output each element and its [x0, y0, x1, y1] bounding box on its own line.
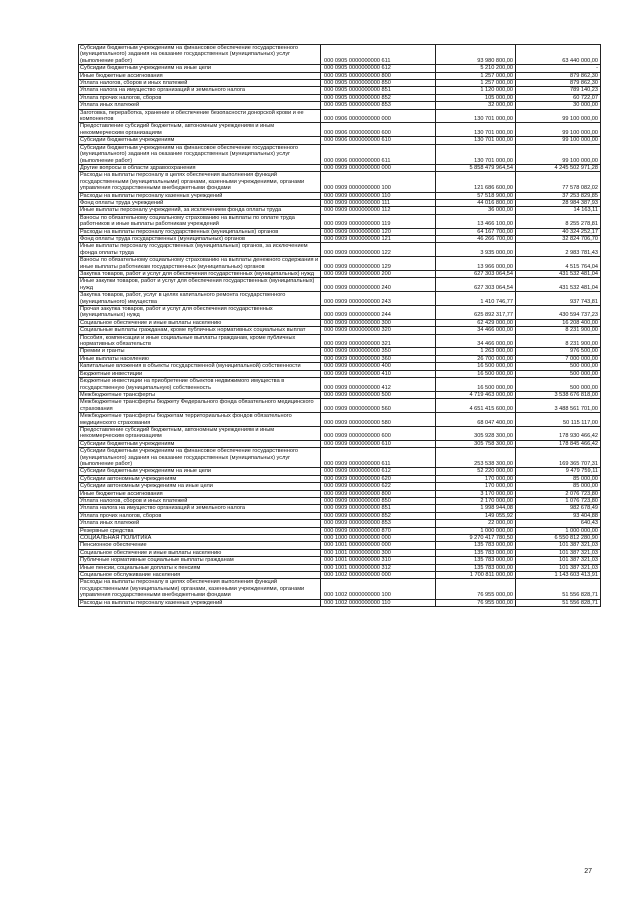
table-row	[79, 535, 601, 542]
row-code-cell: 000 0909 0000000000 851	[321, 505, 436, 512]
row-plan-cell: 1 410 746,77	[436, 292, 516, 306]
row-name-cell: Иные закупки товаров, работ и услуг для обеспечения государственных (муниципальных) нужд	[79, 278, 321, 292]
table-row	[79, 278, 601, 292]
row-exec-cell: 99 100 000,00	[516, 109, 601, 123]
row-name-cell: Межбюджетные трансферты бюджетам территориальных фондов обязательного медицинского страхования	[79, 413, 321, 427]
row-plan-cell: 1 998 944,08	[436, 505, 516, 512]
table-row	[79, 65, 601, 72]
row-name-cell: Бюджетные инвестиции на приобретение объектов недвижимого имущества в государственную (муниципальную) собственность	[79, 378, 321, 392]
row-name-cell: Иные пенсии, социальные доплаты к пенсиям	[79, 564, 321, 571]
row-exec-cell: 8 255 278,81	[516, 214, 601, 228]
table-row	[79, 137, 601, 144]
row-name-cell: Уплата иных платежей	[79, 102, 321, 109]
row-code-cell: 000 0909 0000000000 200	[321, 271, 436, 278]
row-code-cell: 000 0905 0000000000 852	[321, 94, 436, 101]
row-plan-cell: 135 783 000,00	[436, 549, 516, 556]
row-exec-cell: 2 076 723,80	[516, 490, 601, 497]
row-name-cell: Субсидии бюджетным учреждениям на финансовое обеспечение государственного (муниципального) задания на оказание государственных (муниципальных) услуг (выполнение работ)	[79, 448, 321, 468]
row-exec-cell: 4 245 502 971,28	[516, 164, 601, 171]
table-row	[79, 80, 601, 87]
row-exec-cell: 99 100 000,00	[516, 144, 601, 164]
row-name-cell: Субсидии бюджетным учреждениям на иные цели	[79, 65, 321, 72]
row-exec-cell: 16 208 400,00	[516, 319, 601, 326]
row-name-cell: Бюджетные инвестиции	[79, 370, 321, 377]
row-plan-cell: 93 980 800,00	[436, 45, 516, 65]
row-code-cell: 000 0909 0000000000 110	[321, 192, 436, 199]
row-exec-cell: 51 556 828,71	[516, 579, 601, 599]
row-code-cell: 000 0909 0000000000 000	[321, 164, 436, 171]
row-plan-cell: 1 000 000,00	[436, 527, 516, 534]
table-row	[79, 599, 601, 606]
row-plan-cell: 2 170 000,00	[436, 498, 516, 505]
row-plan-cell: 4 719 463 000,00	[436, 391, 516, 398]
row-plan-cell: 130 701 000,00	[436, 144, 516, 164]
row-plan-cell: 52 220 000,00	[436, 468, 516, 475]
row-exec-cell: 500 000,00	[516, 370, 601, 377]
row-plan-cell: 26 700 000,00	[436, 355, 516, 362]
row-plan-cell: 253 538 300,00	[436, 448, 516, 468]
table-row	[79, 579, 601, 599]
row-name-cell: Взносы по обязательному социальному страхованию на выплаты денежного содержания и иные выплаты работникам государственных (муниципальных) органов	[79, 257, 321, 271]
table-row	[79, 306, 601, 320]
row-exec-cell: 1 076 723,80	[516, 498, 601, 505]
row-exec-cell: 2 983 781,43	[516, 243, 601, 257]
table-row	[79, 243, 601, 257]
table-row	[79, 557, 601, 564]
row-name-cell: Расходы на выплаты персоналу государственных (муниципальных) органов	[79, 228, 321, 235]
row-code-cell: 000 1002 0000000000 000	[321, 572, 436, 579]
table-row	[79, 164, 601, 171]
row-exec-cell: 982 678,49	[516, 505, 601, 512]
table-row	[79, 426, 601, 440]
row-exec-cell: 7 000 000,00	[516, 355, 601, 362]
row-exec-cell: 169 365 707,31	[516, 448, 601, 468]
row-name-cell: Расходы на выплаты персоналу в целях обеспечения выполнения функций государственными (муниципальными) органами, казенными учреждениями, органами управления государственными внебюджетными фондами	[79, 172, 321, 192]
row-plan-cell: 1 257 000,00	[436, 80, 516, 87]
row-name-cell: Фонд оплаты труда государственных (муниципальных) органов	[79, 235, 321, 242]
table-row	[79, 199, 601, 206]
table-body	[79, 45, 601, 607]
row-code-cell: 000 0909 0000000000 120	[321, 228, 436, 235]
row-name-cell: Субсидии бюджетным учреждениям	[79, 440, 321, 447]
row-plan-cell: 130 701 000,00	[436, 123, 516, 137]
row-name-cell: Другие вопросы в области здравоохранения	[79, 164, 321, 171]
row-plan-cell: 3 170 000,00	[436, 490, 516, 497]
table-row	[79, 109, 601, 123]
table-row	[79, 327, 601, 334]
row-code-cell: 000 0909 0000000000 412	[321, 378, 436, 392]
table-row	[79, 512, 601, 519]
row-exec-cell: 85 000,00	[516, 475, 601, 482]
row-name-cell: Уплата прочих налогов, сборов	[79, 512, 321, 519]
table-row	[79, 542, 601, 549]
row-exec-cell: 8 231 900,00	[516, 327, 601, 334]
row-name-cell: Иные выплаты населению	[79, 355, 321, 362]
row-exec-cell: 101 387 321,03	[516, 549, 601, 556]
row-code-cell: 000 0909 0000000000 610	[321, 440, 436, 447]
row-plan-cell: 13 466 100,00	[436, 214, 516, 228]
row-code-cell: 000 0909 0000000000 243	[321, 292, 436, 306]
row-code-cell: 000 0909 0000000000 400	[321, 363, 436, 370]
row-exec-cell: 63 440 000,00	[516, 45, 601, 65]
row-code-cell: 000 1002 0000000000 100	[321, 579, 436, 599]
budget-execution-table	[78, 44, 601, 607]
row-exec-cell: 60 722,07	[516, 94, 601, 101]
row-code-cell: 000 0909 0000000000 850	[321, 498, 436, 505]
row-name-cell: Уплата налога на имущество организаций и земельного налога	[79, 87, 321, 94]
row-exec-cell: 789 140,23	[516, 87, 601, 94]
row-exec-cell: 99 100 000,00	[516, 137, 601, 144]
row-code-cell: 000 0909 0000000000 350	[321, 348, 436, 355]
row-code-cell: 000 0906 0000000000 000	[321, 109, 436, 123]
row-code-cell: 000 0909 0000000000 119	[321, 214, 436, 228]
row-exec-cell: 976 500,00	[516, 348, 601, 355]
row-name-cell: Социальное обслуживание населения	[79, 572, 321, 579]
row-plan-cell: 105 000,00	[436, 94, 516, 101]
row-code-cell: 000 0909 0000000000 622	[321, 483, 436, 490]
row-code-cell: 000 0906 0000000000 611	[321, 144, 436, 164]
row-plan-cell: 9 270 417 780,50	[436, 535, 516, 542]
row-plan-cell: 22 000,00	[436, 520, 516, 527]
row-exec-cell: 30 000,00	[516, 102, 601, 109]
row-plan-cell: 149 055,92	[436, 512, 516, 519]
row-plan-cell: 130 701 000,00	[436, 109, 516, 123]
row-name-cell: Расходы на выплаты персоналу в целях обеспечения выполнения функций государственными (муниципальными) органами, казенными учреждениями, органами управления государственными внебюджетными фондами	[79, 579, 321, 599]
row-name-cell: Межбюджетные трансферты бюджету Федерального фонда обязательного медицинского страхования	[79, 399, 321, 413]
row-plan-cell: 627 303 064,54	[436, 271, 516, 278]
row-plan-cell: 305 928 300,00	[436, 426, 516, 440]
table-row	[79, 549, 601, 556]
row-exec-cell: 879 862,30	[516, 72, 601, 79]
row-name-cell: Субсидии бюджетным учреждениям на финансовое обеспечение государственного (муниципального) задания на оказание государственных (муниципальных) услуг (выполнение работ)	[79, 144, 321, 164]
row-exec-cell: 40 324 252,17	[516, 228, 601, 235]
row-code-cell: 000 0905 0000000000 611	[321, 45, 436, 65]
row-plan-cell: 64 167 700,00	[436, 228, 516, 235]
row-code-cell: 000 0909 0000000000 410	[321, 370, 436, 377]
row-plan-cell: 13 966 000,00	[436, 257, 516, 271]
row-code-cell: 000 1001 0000000000 312	[321, 564, 436, 571]
row-code-cell: 000 0909 0000000000 129	[321, 257, 436, 271]
row-exec-cell: 178 930 466,42	[516, 426, 601, 440]
row-exec-cell: 500 000,00	[516, 363, 601, 370]
table-row	[79, 448, 601, 468]
row-name-cell: Субсидии автономным учреждениям на иные цели	[79, 483, 321, 490]
table-row	[79, 235, 601, 242]
row-name-cell: Расходы на выплаты персоналу казенных учреждений	[79, 599, 321, 606]
row-name-cell: Иные бюджетные ассигнования	[79, 490, 321, 497]
row-name-cell: Премии и гранты	[79, 348, 321, 355]
row-exec-cell: 32 824 706,70	[516, 235, 601, 242]
table-row	[79, 271, 601, 278]
table-row	[79, 334, 601, 348]
row-plan-cell: 625 892 317,77	[436, 306, 516, 320]
row-exec-cell: 640,43	[516, 520, 601, 527]
table-row	[79, 490, 601, 497]
row-plan-cell: 16 500 000,00	[436, 370, 516, 377]
row-plan-cell: 16 500 000,00	[436, 363, 516, 370]
row-code-cell: 000 0909 0000000000 853	[321, 520, 436, 527]
row-code-cell: 000 0909 0000000000 800	[321, 490, 436, 497]
table-row	[79, 399, 601, 413]
table-row	[79, 527, 601, 534]
row-exec-cell: 937 743,81	[516, 292, 601, 306]
table-row	[79, 172, 601, 192]
row-code-cell: 000 0909 0000000000 112	[321, 207, 436, 214]
row-name-cell: Иные выплаты персоналу государственных (муниципальных) органов, за исключением фонда оплаты труда	[79, 243, 321, 257]
row-code-cell: 000 0906 0000000000 600	[321, 123, 436, 137]
row-code-cell: 000 0905 0000000000 612	[321, 65, 436, 72]
row-plan-cell: 76 955 000,00	[436, 599, 516, 606]
row-plan-cell: 170 000,00	[436, 483, 516, 490]
row-name-cell: Расходы на выплаты персоналу казенных учреждений	[79, 192, 321, 199]
row-plan-cell: 34 466 000,00	[436, 334, 516, 348]
table-row	[79, 123, 601, 137]
row-code-cell: 000 0909 0000000000 600	[321, 426, 436, 440]
row-exec-cell: 4 515 764,04	[516, 257, 601, 271]
row-exec-cell: 430 594 737,23	[516, 306, 601, 320]
table-row	[79, 370, 601, 377]
row-plan-cell: 76 955 000,00	[436, 579, 516, 599]
table-row	[79, 257, 601, 271]
table-row	[79, 413, 601, 427]
row-name-cell: Пенсионное обеспечение	[79, 542, 321, 549]
row-name-cell: Уплата налогов, сборов и иных платежей	[79, 80, 321, 87]
row-code-cell: 000 0909 0000000000 612	[321, 468, 436, 475]
row-exec-cell: 431 532 481,04	[516, 278, 601, 292]
row-code-cell: 000 0906 0000000000 610	[321, 137, 436, 144]
row-code-cell: 000 0905 0000000000 850	[321, 80, 436, 87]
table-row	[79, 207, 601, 214]
table-row	[79, 468, 601, 475]
row-exec-cell: 28 984 387,93	[516, 199, 601, 206]
row-exec-cell: 101 387 321,03	[516, 542, 601, 549]
row-plan-cell: 5 858 479 964,54	[436, 164, 516, 171]
row-exec-cell: 37 253 829,85	[516, 192, 601, 199]
row-name-cell: Иные бюджетные ассигнования	[79, 72, 321, 79]
table-row	[79, 572, 601, 579]
row-name-cell: Предоставление субсидий бюджетным, автономным учреждениям и иным некоммерческим организациям	[79, 426, 321, 440]
row-exec-cell: 3 488 561 701,00	[516, 399, 601, 413]
table-row	[79, 192, 601, 199]
table-row	[79, 378, 601, 392]
row-exec-cell: 93 404,88	[516, 512, 601, 519]
table-row	[79, 87, 601, 94]
row-plan-cell: 1 700 811 000,00	[436, 572, 516, 579]
row-plan-cell: 36 000,00	[436, 207, 516, 214]
row-code-cell: 000 0909 0000000000 320	[321, 327, 436, 334]
table-row	[79, 355, 601, 362]
row-plan-cell: 305 758 300,00	[436, 440, 516, 447]
row-plan-cell: 68 047 400,00	[436, 413, 516, 427]
table-row	[79, 45, 601, 65]
row-exec-cell: 50 115 117,00	[516, 413, 601, 427]
row-exec-cell: -	[516, 65, 601, 72]
row-name-cell: Фонд оплаты труда учреждений	[79, 199, 321, 206]
row-name-cell: Субсидии бюджетным учреждениям на иные цели	[79, 468, 321, 475]
table-row	[79, 498, 601, 505]
row-code-cell: 000 0909 0000000000 620	[321, 475, 436, 482]
table-row	[79, 144, 601, 164]
row-code-cell: 000 0909 0000000000 244	[321, 306, 436, 320]
row-exec-cell: 77 578 082,02	[516, 172, 601, 192]
table-row	[79, 228, 601, 235]
row-code-cell: 000 0909 0000000000 580	[321, 413, 436, 427]
table-row	[79, 505, 601, 512]
row-plan-cell: 3 935 000,00	[436, 243, 516, 257]
row-plan-cell: 34 466 000,00	[436, 327, 516, 334]
row-exec-cell: 879 862,30	[516, 80, 601, 87]
row-name-cell: Заготовка, переработка, хранение и обеспечение безопасности донорской крови и ее компонентов	[79, 109, 321, 123]
row-exec-cell: 51 556 828,71	[516, 599, 601, 606]
row-plan-cell: 1 120 000,00	[436, 87, 516, 94]
row-exec-cell: 101 387 321,03	[516, 557, 601, 564]
row-name-cell: Социальное обеспечение и иные выплаты населению	[79, 549, 321, 556]
row-code-cell: 000 0909 0000000000 111	[321, 199, 436, 206]
row-code-cell: 000 0909 0000000000 500	[321, 391, 436, 398]
table-row	[79, 363, 601, 370]
table-row	[79, 564, 601, 571]
row-plan-cell: 62 429 000,00	[436, 319, 516, 326]
row-name-cell: Закупка товаров, работ, услуг в целях капитального ремонта государственного (муниципального) имущества	[79, 292, 321, 306]
row-plan-cell: 16 500 000,00	[436, 378, 516, 392]
row-code-cell: 000 0909 0000000000 611	[321, 448, 436, 468]
row-code-cell: 000 1001 0000000000 000	[321, 542, 436, 549]
table-row	[79, 391, 601, 398]
row-exec-cell: 6 550 812 280,90	[516, 535, 601, 542]
row-code-cell: 000 0909 0000000000 852	[321, 512, 436, 519]
row-name-cell: Публичные нормативные социальные выплаты гражданам	[79, 557, 321, 564]
table-row	[79, 72, 601, 79]
row-code-cell: 000 0909 0000000000 560	[321, 399, 436, 413]
row-exec-cell: 9 479 759,11	[516, 468, 601, 475]
row-plan-cell: 32 000,00	[436, 102, 516, 109]
row-plan-cell: 135 783 000,00	[436, 557, 516, 564]
row-exec-cell: 14 163,11	[516, 207, 601, 214]
row-name-cell: Уплата прочих налогов, сборов	[79, 94, 321, 101]
table-row	[79, 214, 601, 228]
row-plan-cell: 4 651 415 600,00	[436, 399, 516, 413]
row-plan-cell: 1 257 000,00	[436, 72, 516, 79]
table-row	[79, 475, 601, 482]
row-name-cell: СОЦИАЛЬНАЯ ПОЛИТИКА	[79, 535, 321, 542]
row-exec-cell: 101 387 321,03	[516, 564, 601, 571]
row-code-cell: 000 0909 0000000000 122	[321, 243, 436, 257]
row-plan-cell: 44 016 800,00	[436, 199, 516, 206]
row-exec-cell: 3 538 676 818,00	[516, 391, 601, 398]
row-name-cell: Социальные выплаты гражданам, кроме публичных нормативных социальных выплат	[79, 327, 321, 334]
row-code-cell: 000 0905 0000000000 800	[321, 72, 436, 79]
row-name-cell: Уплата иных платежей	[79, 520, 321, 527]
row-name-cell: Иные выплаты персоналу учреждений, за исключением фонда оплаты труда	[79, 207, 321, 214]
table-row	[79, 348, 601, 355]
row-plan-cell: 170 000,00	[436, 475, 516, 482]
row-exec-cell: 1 000 000,00	[516, 527, 601, 534]
page-number: 27	[584, 868, 592, 875]
row-name-cell: Прочая закупка товаров, работ и услуг для обеспечения государственных (муниципальных) нужд	[79, 306, 321, 320]
row-plan-cell: 135 783 000,00	[436, 542, 516, 549]
row-name-cell: Уплата налога на имущество организаций и земельного налога	[79, 505, 321, 512]
row-name-cell: Социальное обеспечение и иные выплаты населению	[79, 319, 321, 326]
row-code-cell: 000 0905 0000000000 851	[321, 87, 436, 94]
row-plan-cell: 1 263 000,00	[436, 348, 516, 355]
row-code-cell: 000 1001 0000000000 310	[321, 557, 436, 564]
row-name-cell: Пособия, компенсации и иные социальные выплаты гражданам, кроме публичных нормативных обязательств	[79, 334, 321, 348]
row-name-cell: Уплата налогов, сборов и иных платежей	[79, 498, 321, 505]
row-name-cell: Взносы по обязательному социальному страхованию на выплаты по оплате труда работников и иные выплаты работникам учреждений	[79, 214, 321, 228]
table-row	[79, 483, 601, 490]
row-exec-cell: 8 231 900,00	[516, 334, 601, 348]
row-name-cell: Закупка товаров, работ и услуг для обеспечения государственных (муниципальных) нужд	[79, 271, 321, 278]
row-code-cell: 000 0909 0000000000 360	[321, 355, 436, 362]
row-code-cell: 000 1000 0000000000 000	[321, 535, 436, 542]
table-row	[79, 94, 601, 101]
row-name-cell: Резервные средства	[79, 527, 321, 534]
row-plan-cell: 57 518 900,00	[436, 192, 516, 199]
budget-table-container	[78, 44, 598, 607]
table-row	[79, 440, 601, 447]
row-code-cell: 000 0905 0000000000 853	[321, 102, 436, 109]
row-plan-cell: 5 210 200,00	[436, 65, 516, 72]
table-row	[79, 319, 601, 326]
row-name-cell: Субсидии бюджетным учреждениям	[79, 137, 321, 144]
table-row	[79, 102, 601, 109]
row-name-cell: Субсидии бюджетным учреждениям на финансовое обеспечение государственного (муниципального) задания на оказание государственных (муниципальных) услуг (выполнение работ)	[79, 45, 321, 65]
row-exec-cell: 500 000,00	[516, 378, 601, 392]
row-name-cell: Капитальные вложения в объекты государственной (муниципальной) собственности	[79, 363, 321, 370]
row-name-cell: Межбюджетные трансферты	[79, 391, 321, 398]
row-exec-cell: 85 000,00	[516, 483, 601, 490]
row-plan-cell: 627 303 064,54	[436, 278, 516, 292]
row-code-cell: 000 1001 0000000000 300	[321, 549, 436, 556]
table-row	[79, 292, 601, 306]
row-plan-cell: 135 783 000,00	[436, 564, 516, 571]
row-code-cell: 000 0909 0000000000 300	[321, 319, 436, 326]
row-code-cell: 000 0909 0000000000 870	[321, 527, 436, 534]
row-exec-cell: 99 100 000,00	[516, 123, 601, 137]
row-name-cell: Предоставление субсидий бюджетным, автономным учреждениям и иным некоммерческим организациям	[79, 123, 321, 137]
row-exec-cell: 1 143 603 413,91	[516, 572, 601, 579]
row-exec-cell: 178 845 466,42	[516, 440, 601, 447]
row-exec-cell: 431 532 481,04	[516, 271, 601, 278]
row-code-cell: 000 0909 0000000000 121	[321, 235, 436, 242]
row-code-cell: 000 1002 0000000000 110	[321, 599, 436, 606]
row-name-cell: Субсидии автономным учреждениям	[79, 475, 321, 482]
row-code-cell: 000 0909 0000000000 100	[321, 172, 436, 192]
row-plan-cell: 121 686 600,00	[436, 172, 516, 192]
row-code-cell: 000 0909 0000000000 321	[321, 334, 436, 348]
row-plan-cell: 130 701 000,00	[436, 137, 516, 144]
table-row	[79, 520, 601, 527]
row-plan-cell: 46 266 700,00	[436, 235, 516, 242]
row-code-cell: 000 0909 0000000000 240	[321, 278, 436, 292]
